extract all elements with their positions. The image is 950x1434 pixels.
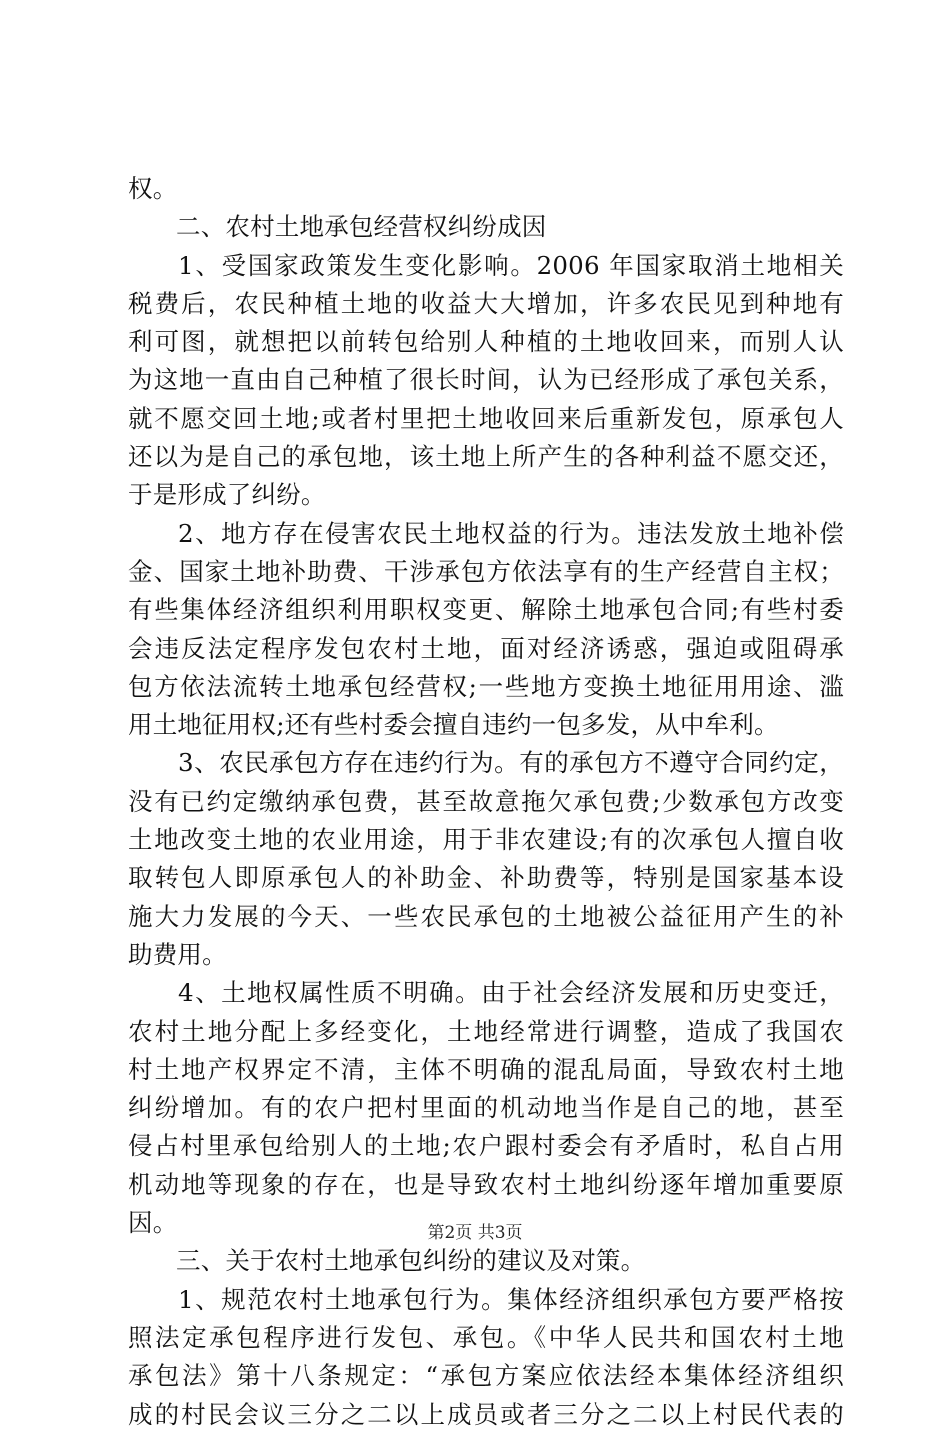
text-line: 机动地等现象的存在，也是导致农村土地纠纷逐年增加重要原: [128, 1169, 844, 1199]
text-line: 为这地一直由自己种植了很长时间，认为已经形成了承包关系，: [128, 365, 844, 395]
text-line: 就不愿交回土地;或者村里把土地收回来后重新发包，原承包人: [128, 403, 844, 433]
text-line: 3、农民承包方存在违约行为。有的承包方不遵守合同约定，: [178, 748, 844, 778]
section-heading: 二、农村土地承包经营权纠纷成因: [176, 212, 547, 242]
text-line: 4、土地权属性质不明确。由于社会经济发展和历史变迁，: [178, 978, 844, 1008]
text-line: 有些集体经济组织利用职权变更、解除土地承包合同;有些村委: [128, 595, 844, 625]
document-body: [128, 170, 844, 1434]
text-line: 承包法》第十八条规定：“承包方案应依法经本集体经济组织: [128, 1361, 844, 1391]
section-heading: 三、关于农村土地承包纠纷的建议及对策。: [176, 1246, 646, 1276]
text-line: 助费用。: [128, 939, 227, 969]
text-line: 没有已约定缴纳承包费，甚至故意拖欠承包费;少数承包方改变: [128, 786, 844, 816]
text-line: 权。: [128, 174, 178, 203]
text-line: 2、地方存在侵害农民土地权益的行为。违法发放土地补偿: [178, 518, 844, 548]
text-line: 土地改变土地的农业用途，用于非农建设;有的次承包人擅自收: [128, 825, 844, 855]
text-line: 取转包人即原承包人的补助金、补助费等，特别是国家基本设: [128, 863, 844, 893]
text-line: 会违反法定程序发包农村土地，面对经济诱惑，强迫或阻碍承: [128, 633, 844, 663]
text-line: 因。: [128, 1208, 178, 1238]
text-line: 村土地产权界定不清，主体不明确的混乱局面，导致农村土地: [128, 1054, 844, 1084]
text-line: 照法定承包程序进行发包、承包。《中华人民共和国农村土地: [128, 1322, 844, 1352]
text-line: 包方依法流转土地承包经营权;一些地方变换土地征用用途、滥: [128, 671, 844, 701]
text-line: 于是形成了纠纷。: [128, 480, 326, 510]
text-line: 成的村民会议三分之二以上成员或者三分之二以上村民代表的: [128, 1399, 844, 1429]
text-line: 纠纷增加。有的农户把村里面的机动地当作是自己的地，甚至: [128, 1093, 844, 1123]
text-line: 1、受国家政策发生变化影响。2006 年国家取消土地相关: [178, 250, 844, 280]
text-line: 农村土地分配上多经变化，土地经常进行调整，造成了我国农: [128, 1016, 844, 1046]
text-line: 施大力发展的今天、一些农民承包的土地被公益征用产生的补: [128, 901, 844, 931]
text-line: 用土地征用权;还有些村委会擅自违约一包多发，从中牟利。: [128, 710, 779, 740]
text-line: 1、规范农村土地承包行为。集体经济组织承包方要严格按: [178, 1284, 844, 1314]
page-number-footer: 第2页 共3页: [427, 1223, 523, 1243]
text-line: 金、国家土地补助费、干涉承包方依法享有的生产经营自主权；: [128, 556, 844, 586]
text-line: 侵占村里承包给别人的土地;农户跟村委会有矛盾时，私自占用: [128, 1131, 844, 1161]
text-line: 还以为是自己的承包地，该土地上所产生的各种利益不愿交还，: [128, 442, 844, 472]
text-line: 利可图，就想把以前转包给别人种植的土地收回来，而别人认: [128, 327, 844, 357]
text-line: 税费后，农民种植土地的收益大大增加，许多农民见到种地有: [128, 288, 844, 318]
